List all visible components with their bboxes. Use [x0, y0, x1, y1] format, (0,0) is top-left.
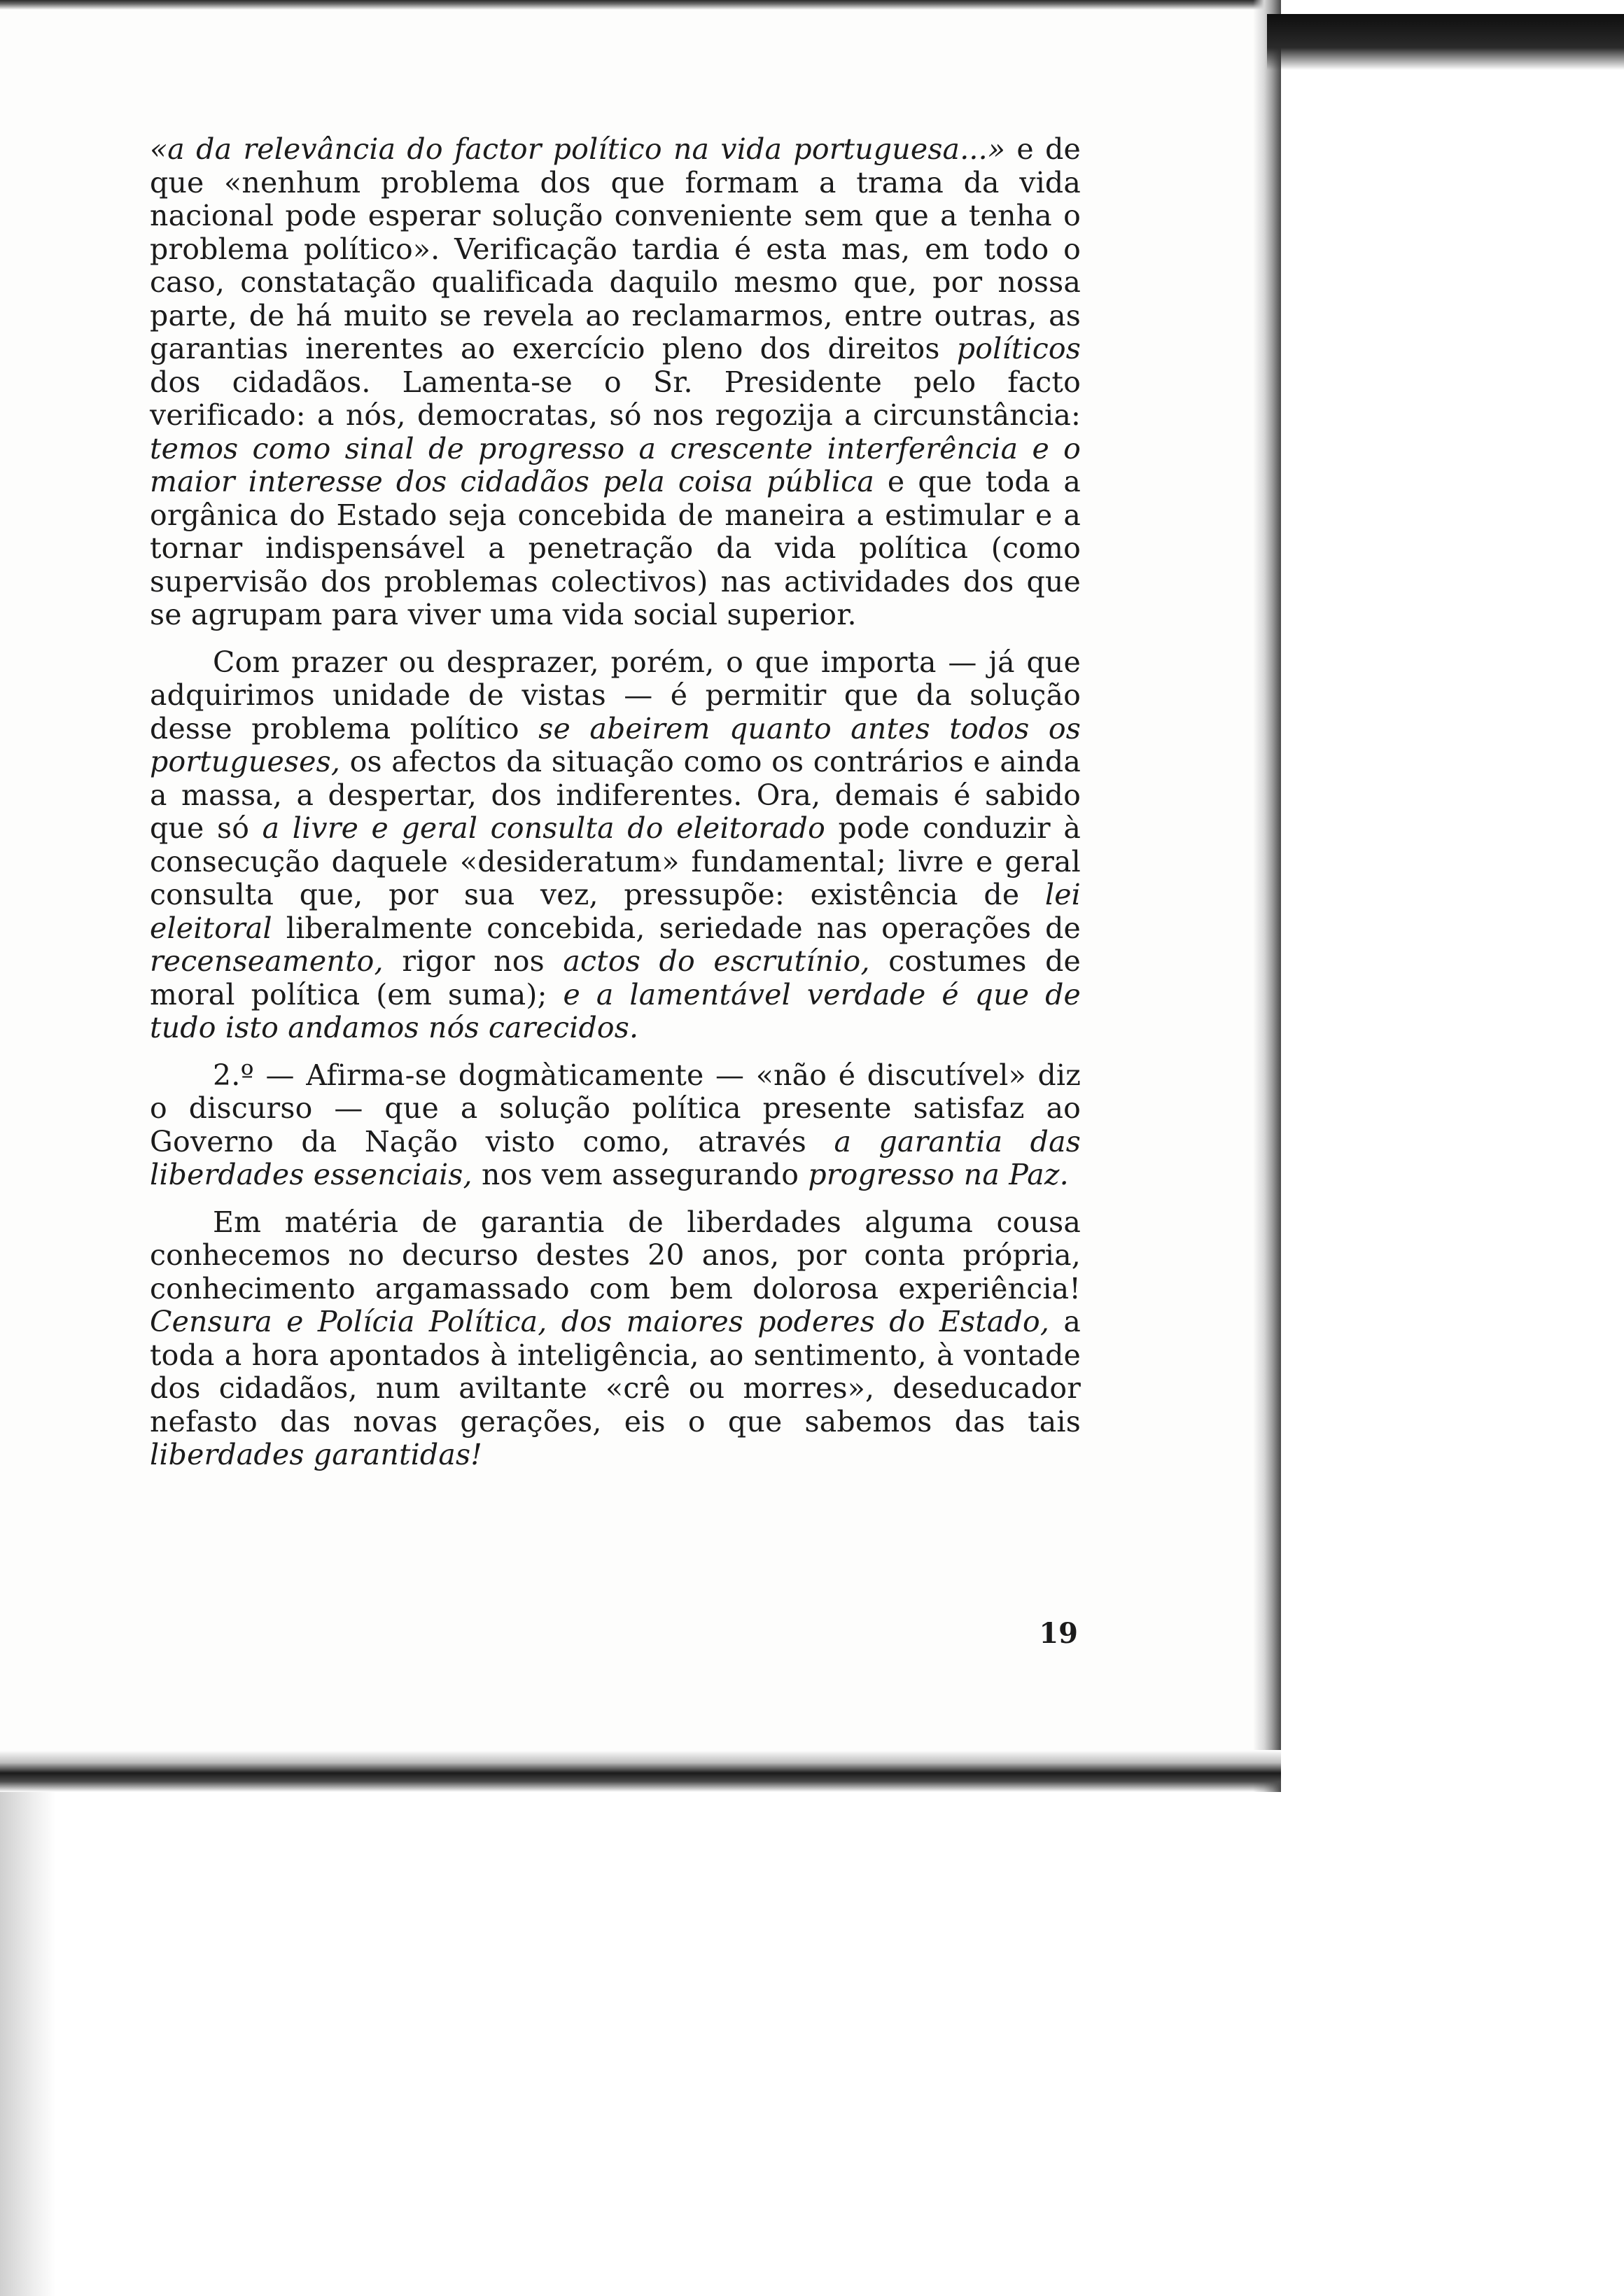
body-text — [150, 133, 1081, 1486]
text-run: se abeirem quanto antes todos os portugueses, — [150, 711, 1081, 778]
scan-margin-shade — [0, 1792, 56, 2296]
text-run: «a da relevância do factor político na vida portuguesa...» — [150, 132, 1006, 166]
text-run: progresso na Paz. — [808, 1158, 1069, 1191]
text-run: lei eleitoral — [150, 878, 1081, 945]
page-number: 19 — [1039, 1617, 1078, 1650]
page-top-edge — [0, 0, 1281, 10]
text-run: e a lamentável verdade é que de tudo isto andamos nós carecidos. — [150, 977, 1081, 1044]
text-run: a toda a hora apontados à inteligência, ao sentimento, à vontade dos cidadãos, num aviltante «crê ou morres», deseducador nefasto das novas gerações, eis o que sabemos das tais — [150, 1305, 1081, 1438]
text-run: a garantia das liberdades essenciais, — [150, 1124, 1081, 1191]
text-run: costumes de moral política (em suma); — [150, 944, 1081, 1011]
text-run: rigor nos — [383, 944, 564, 978]
text-run: 2.º — Afirma-se dogmàticamente — «não é discutível» diz o discurso — que a solução política presente satisfaz ao Governo da Nação visto como, através — [150, 1058, 1081, 1158]
text-run: pode conduzir à consecução daquele «desideratum» fundamental; livre e geral consulta que, por sua vez, pressupõe: existência de — [150, 811, 1081, 911]
text-run: actos do escrutínio, — [563, 944, 870, 978]
text-run: Em matéria de garantia de liberdades alguma cousa conhecemos no decurso destes 20 anos, por conta própria, conhecimento argamassado com bem dolorosa experiência! — [150, 1205, 1081, 1306]
paragraph-1 — [150, 133, 1081, 632]
paragraph-2 — [150, 646, 1081, 1045]
paragraph-3 — [150, 1059, 1081, 1192]
text-run: liberalmente concebida, seriedade nas operações de — [272, 911, 1081, 945]
text-run: dos cidadãos. Lamenta-se o Sr. Presidente pelo facto verificado: a nós, democratas, só nos regozija a circunstância: — [150, 365, 1081, 432]
text-run: nos vem assegurando — [472, 1158, 808, 1191]
text-run: e que toda a orgânica do Estado seja concebida de maneira a estimular e a tornar indispensável a penetração da vida política (como supervisão dos problemas colectivos) nas actividades dos que se agrupam para viver uma vida social superior. — [150, 465, 1081, 631]
text-run: a livre e geral consulta do eleitorado — [262, 811, 825, 845]
text-run: políticos — [956, 332, 1081, 365]
text-run: liberdades garantidas! — [150, 1438, 482, 1471]
paragraph-4 — [150, 1206, 1081, 1472]
page-fold-shadow — [1253, 0, 1281, 1792]
text-run: temos como sinal de progresso a crescente interferência e o maior interesse dos cidadãos pela coisa pública — [150, 431, 1081, 498]
text-run: os afectos da situação como os contrários e ainda a massa, a despertar, dos indiferentes. Ora, demais é sabido que só — [150, 745, 1081, 845]
text-run: recenseamento, — [150, 944, 384, 978]
text-run: Censura e Polícia Política, dos maiores poderes do Estado, — [150, 1305, 1050, 1338]
text-run: Com prazer ou desprazer, porém, o que importa — já que adquirimos unidade de vistas — é permitir que da solução desse problema político — [150, 645, 1081, 746]
scan-border-dark — [1267, 14, 1624, 70]
page-bottom-edge — [0, 1750, 1281, 1792]
text-run: e de que «nenhum problema dos que formam a trama da vida nacional pode esperar solução conveniente sem que a tenha o problema político». Verificação tardia é esta mas, em todo o caso, constatação qualificada daquilo mesmo que, por nossa parte, de há muito se revela ao reclamarmos, entre outras, as garantias inerentes ao exercício pleno dos direitos — [150, 132, 1081, 365]
